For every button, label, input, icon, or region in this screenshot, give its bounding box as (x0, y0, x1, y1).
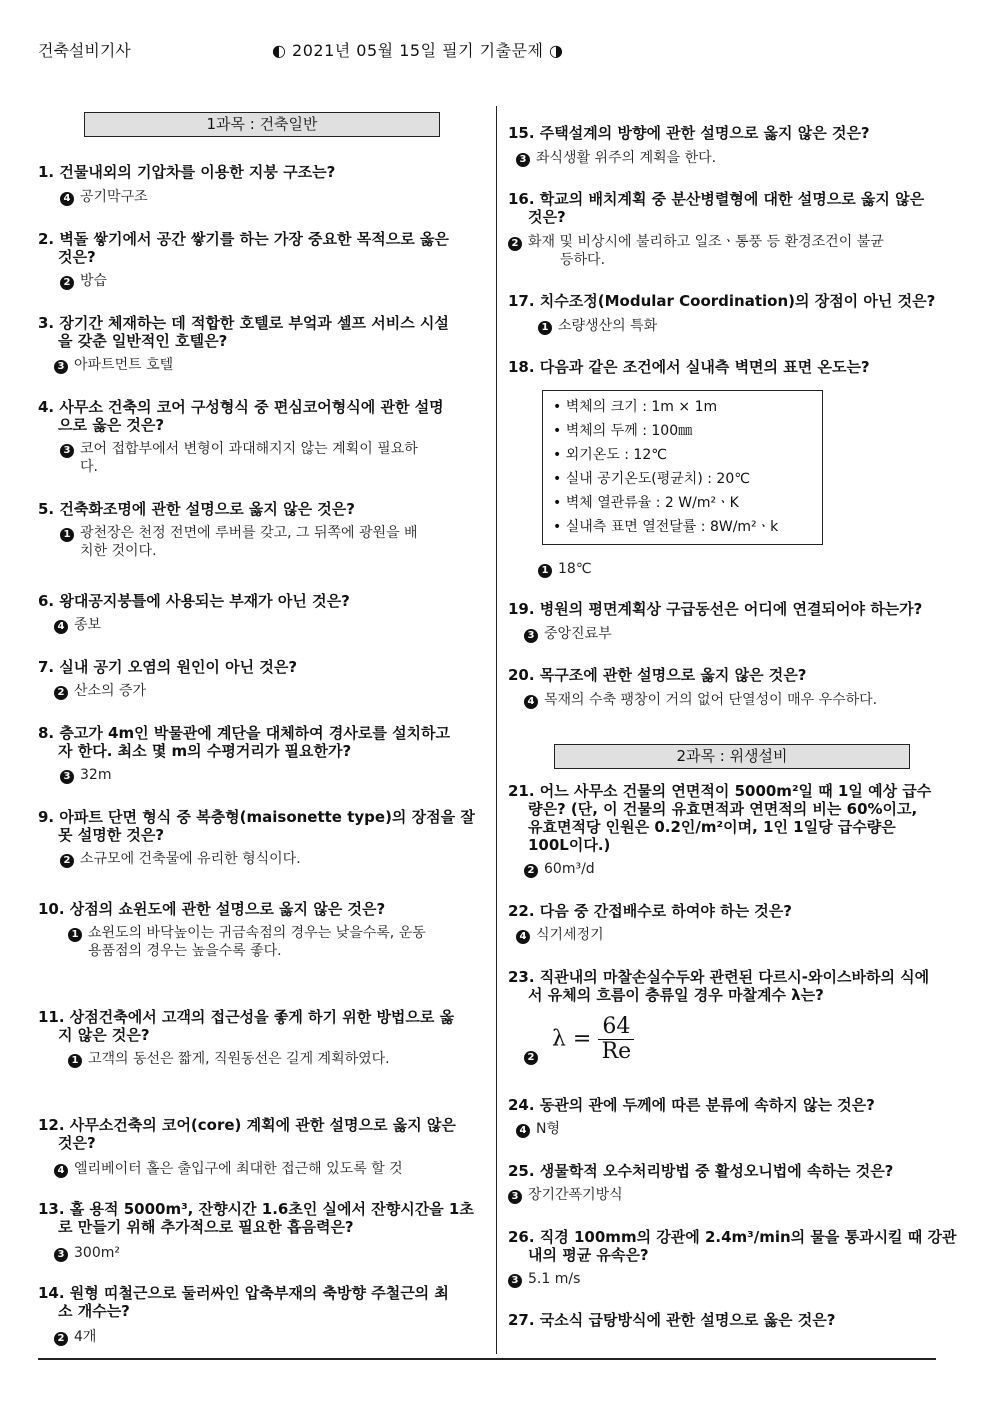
question-23: 23. 직관내의 마찰손실수두와 관련된 다르시-와이스바하의 식에 서 유체의 흐름이 층류일 경우 마찰계수 λ는? (508, 968, 930, 1004)
answer-19: 3 중앙진료부 (524, 625, 954, 643)
answer-number-icon: 4 (60, 192, 74, 206)
answer-17: 1 소량생산의 특화 (538, 317, 958, 335)
answer-24: 4 N형 (516, 1120, 936, 1138)
answer-14: 2 4개 (54, 1328, 474, 1346)
answer-25: 3 장기간폭기방식 (508, 1186, 928, 1204)
answer-7: 2 산소의 증가 (54, 682, 474, 700)
condition-item: • 벽체의 크기 : 1m × 1m (553, 399, 718, 415)
footer-rule (38, 1358, 936, 1360)
answer-1: 4 공기막구조 (60, 188, 480, 206)
friction-formula: λ = $\frac{64}{Re}$ (552, 1015, 634, 1064)
condition-item: • 외기온도 : 12℃ (553, 447, 667, 463)
question-27: 27. 국소식 급탕방식에 관한 설명으로 옳은 것은? (508, 1311, 836, 1329)
answer-26: 3 5.1 m/s (508, 1270, 928, 1288)
answer-5: 1 광천장은 천정 전면에 루버를 갖고, 그 뒤쪽에 광원을 배 치한 것이다. (60, 524, 480, 560)
question-14: 14. 원형 띠철근으로 둘러싸인 압축부재의 축방향 주철근의 최 소 개수는? (38, 1284, 449, 1320)
answer-number-icon: 4 (516, 1124, 530, 1138)
question-6: 6. 왕대공지붕틀에 사용되는 부재가 아닌 것은? (38, 592, 350, 610)
answer-number-icon: 4 (54, 620, 68, 634)
question-15: 15. 주택설계의 방향에 관한 설명으로 옳지 않은 것은? (508, 124, 870, 142)
question-7: 7. 실내 공기 오염의 원인이 아닌 것은? (38, 658, 298, 676)
question-8: 8. 층고가 4m인 박물관에 계단을 대체하여 경사로를 설치하고 자 한다. 최소 몇 m의 수평거리가 필요한가? (38, 724, 451, 760)
answer-number-icon: 4 (54, 1164, 68, 1178)
question-1: 1. 건물내외의 기압차를 이용한 지붕 구조는? (38, 163, 336, 181)
answer-number-icon: 2 (508, 237, 522, 251)
answer-number-icon: 4 (516, 930, 530, 944)
condition-item: • 벽체 열관류율 : 2 W/m²ㆍK (553, 495, 739, 511)
answer-number-icon: 2 (524, 1051, 538, 1065)
answer-16: 2 화재 및 비상시에 불리하고 일조ㆍ통풍 등 환경조건이 불균 등하다. (508, 233, 956, 269)
question-10: 10. 상점의 쇼윈도에 관한 설명으로 옳지 않은 것은? (38, 900, 386, 918)
answer-15: 3 좌식생활 위주의 계획을 한다. (516, 149, 956, 167)
answer-21: 2 60m³/d (524, 860, 944, 878)
question-12: 12. 사무소건축의 코어(core) 계획에 관한 설명으로 옳지 않은 것은? (38, 1116, 456, 1152)
question-11: 11. 상점건축에서 고객의 접근성을 좋게 하기 위한 방법으로 옳 지 않은 것은? (38, 1008, 455, 1044)
condition-item: • 벽체의 두께 : 100㎜ (553, 423, 693, 439)
answer-number-icon: 2 (54, 1332, 68, 1346)
condition-item: • 실내 공기온도(평균치) : 20℃ (553, 471, 750, 487)
answer-number-icon: 3 (60, 770, 74, 784)
question-24: 24. 동관의 관에 두께에 따른 분류에 속하지 않는 것은? (508, 1096, 875, 1114)
question-25: 25. 생물학적 오수처리방법 중 활성오니법에 속하는 것은? (508, 1162, 894, 1180)
question-5: 5. 건축화조명에 관한 설명으로 옳지 않은 것은? (38, 500, 355, 518)
answer-20: 4 목재의 수축 팽창이 거의 없어 단열성이 매우 우수하다. (524, 691, 964, 709)
answer-18: 1 18℃ (538, 560, 958, 578)
question-21: 21. 어느 사무소 건물의 연면적이 5000m²일 때 1일 예상 급수 량은? (단, 이 건물의 유효면적과 연면적의 비는 60%이고, 유효면적당 인원은 0.2인/m²이며, 1인 1일당 급수량은 100L이다.) (508, 782, 932, 854)
answer-number-icon: 1 (538, 321, 552, 335)
answer-4: 3 코어 접합부에서 변형이 과대해지지 않는 계획이 필요하 다. (60, 440, 480, 476)
answer-number-icon: 1 (60, 528, 74, 542)
question-13: 13. 홀 용적 5000m³, 잔향시간 1.6초인 실에서 잔향시간을 1초 로 만들기 위해 추가적으로 필요한 흡음력은? (38, 1200, 474, 1236)
answer-13: 3 300m² (54, 1244, 474, 1262)
answer-8: 3 32m (60, 766, 480, 784)
answer-22: 4 식기세정기 (516, 926, 936, 944)
question-2: 2. 벽돌 쌓기에서 공간 쌓기를 하는 가장 중요한 목적으로 옳은 것은? (38, 230, 449, 266)
question-17: 17. 치수조정(Modular Coordination)의 장점이 아닌 것은? (508, 292, 936, 310)
answer-number-icon: 1 (68, 1054, 82, 1068)
exam-category: 건축설비기사 (38, 41, 131, 60)
question-4: 4. 사무소 건축의 코어 구성형식 중 편심코어형식에 관한 설명 으로 옳은 것은? (38, 398, 444, 434)
answer-number-icon: 1 (68, 928, 82, 942)
answer-11: 1 고객의 동선은 짧게, 직원동선은 길게 계획하였다. (68, 1050, 480, 1068)
answer-number-icon: 2 (60, 854, 74, 868)
column-divider (496, 106, 497, 1354)
answer-number-icon: 3 (508, 1274, 522, 1288)
exam-title: ◐ 2021년 05월 15일 필기 기출문제 ◑ (272, 41, 564, 60)
answer-number-icon: 3 (60, 444, 74, 458)
condition-item: • 실내측 표면 열전달률 : 8W/m²ㆍk (553, 519, 779, 535)
answer-number-icon: 2 (60, 276, 74, 290)
subject-1-heading: 1과목 : 건축일반 (84, 112, 440, 137)
answer-number-icon: 3 (54, 1248, 68, 1262)
answer-12: 4 엘리베이터 홀은 출입구에 최대한 접근해 있도록 할 것 (54, 1160, 484, 1178)
question-16: 16. 학교의 배치계획 중 분산병렬형에 대한 설명으로 옳지 않은 것은? (508, 190, 925, 226)
question-9: 9. 아파트 단면 형식 중 복층형(maisonette type)의 장점을 잘 못 설명한 것은? (38, 808, 475, 844)
conditions-box (542, 390, 823, 545)
answer-number-icon: 4 (524, 695, 538, 709)
answer-number-icon: 1 (538, 564, 552, 578)
answer-number-icon: 3 (524, 629, 538, 643)
question-18: 18. 다음과 같은 조건에서 실내측 벽면의 표면 온도는? (508, 358, 870, 376)
answer-10: 1 쇼윈도의 바닥높이는 귀금속점의 경우는 낮을수록, 운동 용품점의 경우는 높을수록 좋다. (68, 924, 480, 960)
answer-number-icon: 3 (516, 153, 530, 167)
answer-6: 4 종보 (54, 616, 474, 634)
answer-number-icon: 3 (508, 1190, 522, 1204)
answer-number-icon: 2 (54, 686, 68, 700)
answer-23 (524, 1047, 554, 1065)
question-3: 3. 장기간 체재하는 데 적합한 호텔로 부엌과 셀프 서비스 시설 을 갖춘 일반적인 호텔은? (38, 314, 449, 350)
question-19: 19. 병원의 평면계획상 구급동선은 어디에 연결되어야 하는가? (508, 600, 923, 618)
answer-number-icon: 2 (524, 864, 538, 878)
question-20: 20. 목구조에 관한 설명으로 옳지 않은 것은? (508, 666, 807, 684)
answer-number-icon: 3 (54, 360, 68, 374)
question-26: 26. 직경 100mm의 강관에 2.4m³/min의 물을 통과시킬 때 강관 내의 평균 유속은? (508, 1228, 957, 1264)
answer-2: 2 방습 (60, 272, 480, 290)
subject-2-heading: 2과목 : 위생설비 (554, 744, 910, 769)
answer-9: 2 소규모에 건축물에 유리한 형식이다. (60, 850, 480, 868)
question-22: 22. 다음 중 간접배수로 하여야 하는 것은? (508, 902, 792, 920)
answer-3: 3 아파트먼트 호텔 (54, 356, 474, 374)
